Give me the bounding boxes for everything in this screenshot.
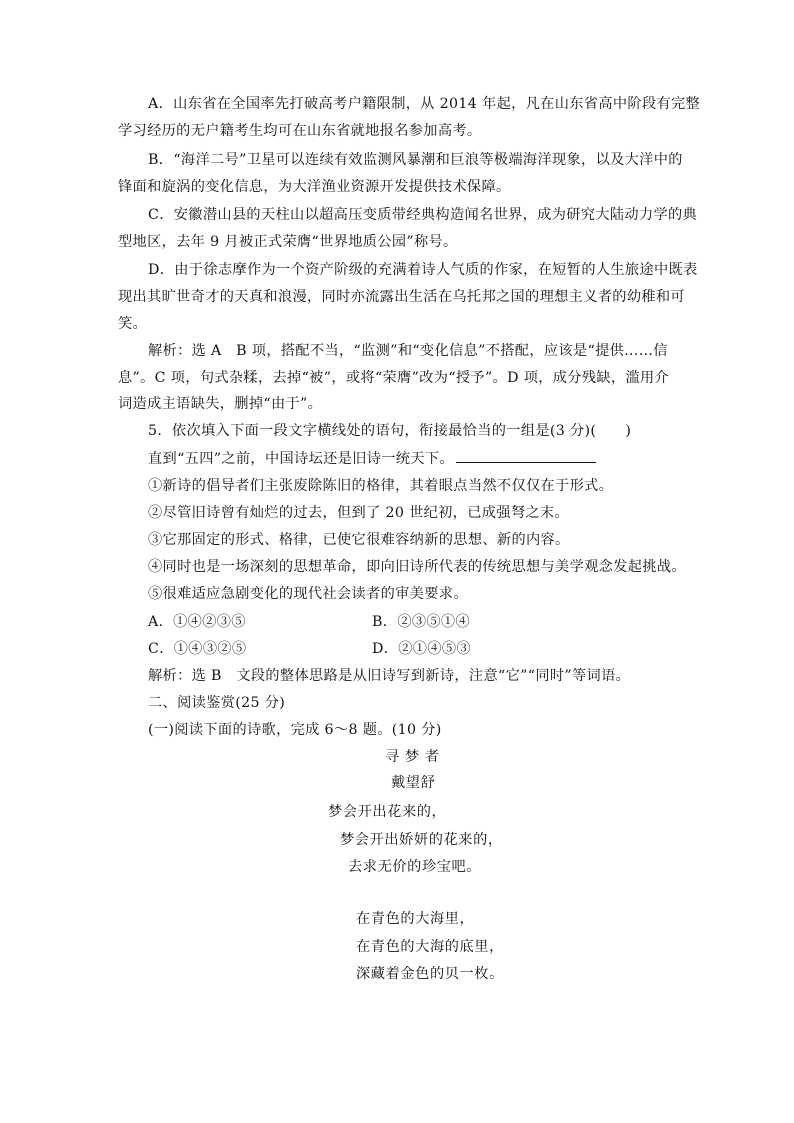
q4-analysis-line1: 解析：选 A B 项，搭配不当，“监测”和“变化信息”不搭配，应该是“提供……信	[148, 343, 668, 359]
q5-option-b: B．②③⑤①④	[372, 614, 471, 630]
q5-option-a: A．①④②③⑤	[148, 614, 246, 630]
poem-author: 戴望舒	[391, 775, 436, 791]
answer-blank	[456, 449, 596, 463]
poem-stanza1-line3: 去求无价的珍宝吧。	[348, 859, 482, 875]
q4-option-a-line2: 学习经历的无户籍考生均可在山东省就地报名参加高考。	[118, 123, 482, 139]
q4-option-c-line1: C．安徽潜山县的天柱山以超高压变质带经典构造闻名世界，成为研究大陆动力学的典	[148, 207, 698, 223]
poem-stanza2-line3: 深藏着金色的贝一枚。	[356, 966, 504, 982]
poem-stanza1-line1: 梦会开出花来的，	[328, 804, 447, 820]
q5-option-c: C．①④③②⑤	[148, 641, 247, 657]
section-heading: 二、阅读鉴赏(25 分)	[148, 695, 286, 711]
q5-passage	[148, 449, 596, 469]
poem-stanza2-line1: 在青色的大海里，	[356, 911, 475, 927]
q4-analysis-line3: 词造成主语缺失，删掉“由于”。	[118, 396, 323, 412]
q4-option-d-line1: D．由于徐志摩作为一个资产阶级的充满着诗人气质的作家，在短暂的人生旅途中既表	[148, 262, 698, 278]
section-subheading: (一)阅读下面的诗歌，完成 6～8 题。(10 分)	[148, 722, 442, 738]
poem-title: 寻 梦 者	[385, 749, 440, 765]
q4-option-b-line1: B．“海洋二号”卫星可以连续有效监测风暴潮和巨浪等极端海洋现象，以及大洋中的	[148, 152, 683, 168]
poem-stanza2-line2: 在青色的大海的底里，	[356, 939, 504, 955]
q5-sentence-4: ④同时也是一场深刻的思想革命，即向旧诗所代表的传统思想与美学观念发起挑战。	[148, 559, 686, 575]
q5-sentence-1: ①新诗的倡导者们主张废除陈旧的格律，其着眼点当然不仅仅在于形式。	[148, 478, 614, 494]
q4-option-b-line2: 锋面和旋涡的变化信息，为大洋渔业资源开发提供技术保障。	[118, 179, 511, 195]
q4-option-a-line1: A．山东省在全国率先打破高考户籍限制，从 2014 年起，凡在山东省高中阶段有完整	[148, 96, 701, 112]
q4-option-d-line3: 笑。	[118, 316, 148, 332]
q5-options-row1	[148, 612, 246, 632]
q4-analysis-line2: 息”。C 项，句式杂糅，去掉“被”，或将“荣膺”改为“授予”。D 项，成分残缺，滥用介	[118, 370, 670, 386]
q5-sentence-3: ③它那固定的形式、格律，已使它很难容纳新的思想、新的内容。	[148, 532, 570, 548]
q5-passage-text: 直到“五四”之前，中国诗坛还是旧诗一统天下。	[148, 451, 454, 467]
q5-analysis: 解析：选 B 文段的整体思路是从旧诗写到新诗，注意“它”“同时”等词语。	[148, 668, 631, 684]
q4-option-c-line2: 型地区，去年 9 月被正式荣膺“世界地质公园”称号。	[118, 234, 458, 250]
q5-sentence-5: ⑤很难适应急剧变化的现代社会读者的审美要求。	[148, 586, 468, 602]
q5-stem: 5．依次填入下面一段文字横线处的语句，衔接最恰当的一组是(3 分)( )	[148, 423, 632, 439]
q5-option-d: D．②①④⑤③	[372, 641, 471, 657]
q5-sentence-2: ②尽管旧诗曾有灿烂的过去，但到了 20 世纪初，已成强弩之末。	[148, 505, 569, 521]
q4-option-d-line2: 现出其旷世奇才的天真和浪漫，同时亦流露出生活在乌托邦之国的理想主义者的幼稚和可	[118, 289, 685, 305]
poem-stanza1-line2: 梦会开出娇妍的花来的，	[340, 832, 503, 848]
